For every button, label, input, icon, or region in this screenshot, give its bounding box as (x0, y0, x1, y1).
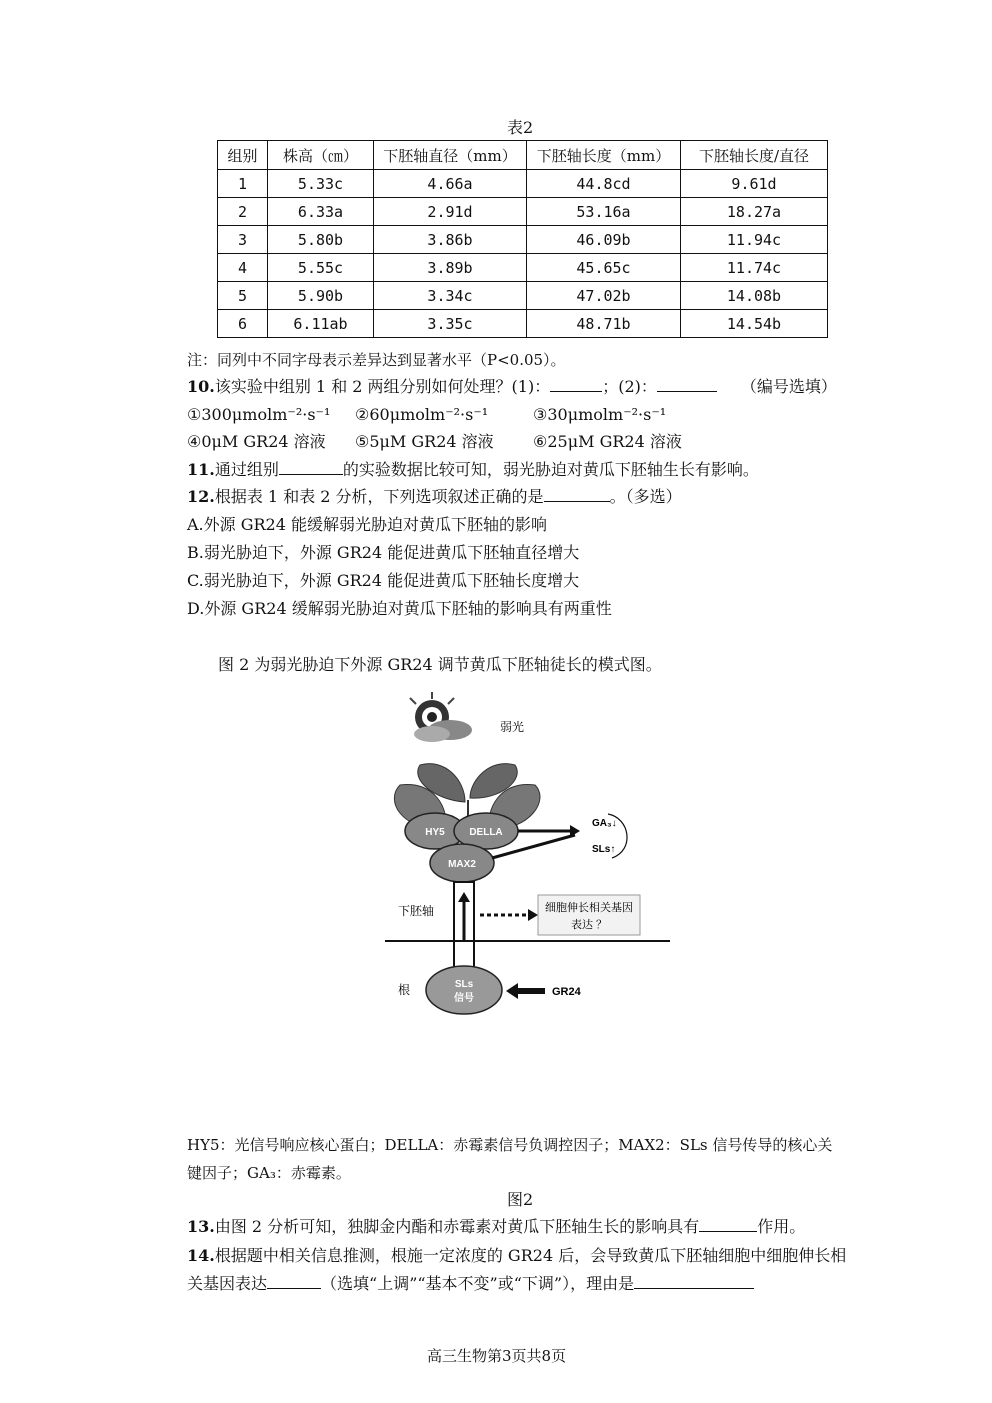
table-cell: 5.90b (268, 282, 374, 310)
answer-blank[interactable] (279, 460, 343, 475)
table-cell: 5.55c (268, 254, 374, 282)
figure-2-diagram (380, 690, 680, 1030)
max2-label: MAX2 (448, 859, 476, 870)
question-separator: ；(2)： (602, 377, 657, 396)
q12-option-b: B.弱光胁迫下，外源 GR24 能促进黄瓜下胚轴直径增大 (187, 543, 580, 562)
table-title: 表2 (507, 118, 534, 137)
arrow-head (528, 909, 538, 921)
q10-option: ⑥25μM GR24 溶液 (533, 432, 682, 451)
answer-blank[interactable] (634, 1274, 754, 1289)
table-note: 注：同列中不同字母表示差异达到显著水平（P<0.05）。 (187, 351, 566, 369)
gene-box-line1: 细胞伸长相关基因 (545, 902, 633, 914)
q10-option: ①300μmolm⁻²·s⁻¹ (187, 405, 331, 424)
table-cell: 48.71b (527, 310, 681, 338)
table-header-cell: 组别 (218, 141, 268, 170)
table-cell: 9.61d (681, 170, 828, 198)
gene-box-line2: 表达 ？ (570, 919, 608, 931)
table-cell: 4 (218, 254, 268, 282)
table-cell: 2 (218, 198, 268, 226)
question-10 (187, 377, 837, 397)
sls-signal-line1: SLs (454, 979, 474, 990)
table-row (218, 226, 828, 254)
weak-light-icon (410, 692, 472, 742)
question-text: 根据表 1 和表 2 分析，下列选项叙述正确的是 (214, 487, 544, 506)
question-number: 14. (187, 1246, 215, 1265)
weak-light-label: 弱光 (500, 720, 525, 734)
answer-blank[interactable] (550, 377, 602, 392)
question-14-line2 (187, 1274, 754, 1294)
table-cell: 3.34c (374, 282, 527, 310)
question-text: 关基因表达 (187, 1274, 268, 1293)
sls-up-label: SLs↑ (592, 844, 616, 855)
question-14 (187, 1246, 846, 1266)
table-cell: 3.86b (374, 226, 527, 254)
figure-legend-line2: 键因子；GA₃：赤霉素。 (187, 1164, 351, 1182)
root-label: 根 (398, 983, 411, 997)
question-text: 通过组别 (214, 460, 279, 479)
table-cell: 6 (218, 310, 268, 338)
q12-option-c: C.弱光胁迫下，外源 GR24 能促进黄瓜下胚轴长度增大 (187, 571, 580, 590)
table-cell: 1 (218, 170, 268, 198)
table-cell: 3.89b (374, 254, 527, 282)
table-cell: 5.33c (268, 170, 374, 198)
table-cell: 11.74c (681, 254, 828, 282)
question-text: 作用。 (757, 1217, 806, 1236)
answer-blank[interactable] (544, 487, 610, 502)
table-cell: 3.35c (374, 310, 527, 338)
q10-option: ⑤5μM GR24 溶液 (355, 432, 494, 451)
question-11 (187, 460, 759, 480)
table-cell: 45.65c (527, 254, 681, 282)
table-header-cell: 下胚轴直径（mm） (374, 141, 527, 170)
q10-option: ②60μmolm⁻²·s⁻¹ (355, 405, 489, 424)
table-header-row (218, 141, 828, 170)
question-hint: （编号选填） (740, 377, 837, 396)
gr24-label: GR24 (552, 986, 581, 998)
question-number: 10. (187, 377, 215, 396)
question-12 (187, 487, 682, 507)
figure-legend-line1: HY5：光信号响应核心蛋白；DELLA：赤霉素信号负调控因子；MAX2：SLs 信号传导的核心关 (187, 1136, 833, 1154)
table-cell: 14.54b (681, 310, 828, 338)
question-number: 11. (187, 460, 215, 479)
table-cell: 5 (218, 282, 268, 310)
question-text: 。（多选） (609, 487, 682, 506)
answer-blank[interactable] (267, 1274, 321, 1289)
q12-option-d: D.外源 GR24 缓解弱光胁迫对黄瓜下胚轴的影响具有两重性 (187, 599, 612, 618)
sls-signal-line2: 信号 (454, 993, 474, 1004)
ga3-label: GA₃↓ (592, 818, 617, 829)
table-cell: 44.8cd (527, 170, 681, 198)
arrow-head (506, 983, 518, 999)
page-footer: 高三生物第3页共8页 (427, 1347, 567, 1365)
figure-caption: 图2 (507, 1190, 534, 1209)
table-cell: 47.02b (527, 282, 681, 310)
table-cell: 2.91d (374, 198, 527, 226)
table-cell: 3 (218, 226, 268, 254)
table-header-cell: 株高（㎝） (268, 141, 374, 170)
table-row (218, 310, 828, 338)
della-label: DELLA (469, 827, 503, 838)
question-text: 根据题中相关信息推测，根施一定浓度的 GR24 后，会导致黄瓜下胚轴细胞中细胞伸长相 (214, 1246, 847, 1265)
answer-blank[interactable] (699, 1217, 757, 1232)
table-cell: 6.11ab (268, 310, 374, 338)
table-cell: 18.27a (681, 198, 828, 226)
table-row (218, 198, 828, 226)
question-number: 12. (187, 487, 215, 506)
table-cell: 53.16a (527, 198, 681, 226)
q10-option: ③30μmolm⁻²·s⁻¹ (533, 405, 667, 424)
q12-option-a: A.外源 GR24 能缓解弱光胁迫对黄瓜下胚轴的影响 (187, 515, 548, 534)
table-cell: 5.80b (268, 226, 374, 254)
data-table (217, 140, 828, 338)
table-row (218, 282, 828, 310)
table-header-cell: 下胚轴长度（mm） (527, 141, 681, 170)
table-cell: 11.94c (681, 226, 828, 254)
question-13 (187, 1217, 805, 1237)
table-cell: 46.09b (527, 226, 681, 254)
table-cell: 4.66a (374, 170, 527, 198)
question-text: （选填“上调”“基本不变”或“下调”），理由是 (321, 1274, 635, 1293)
hy5-label: HY5 (425, 827, 445, 838)
answer-blank[interactable] (657, 377, 717, 392)
table-cell: 6.33a (268, 198, 374, 226)
sls-signal-oval (426, 966, 502, 1014)
table-row (218, 254, 828, 282)
question-text: 该实验中组别 1 和 2 两组分别如何处理？(1)： (214, 377, 551, 396)
hypocotyl-label: 下胚轴 (398, 904, 435, 918)
q10-option: ④0μM GR24 溶液 (187, 432, 326, 451)
table-row (218, 170, 828, 198)
question-text: 由图 2 分析可知，独脚金内酯和赤霉素对黄瓜下胚轴生长的影响具有 (214, 1217, 700, 1236)
figure-intro: 图 2 为弱光胁迫下外源 GR24 调节黄瓜下胚轴徒长的模式图。 (218, 655, 662, 674)
question-text: 的实验数据比较可知，弱光胁迫对黄瓜下胚轴生长有影响。 (342, 460, 759, 479)
table-cell: 14.08b (681, 282, 828, 310)
table-header-cell: 下胚轴长度/直径 (681, 141, 828, 170)
question-number: 13. (187, 1217, 215, 1236)
